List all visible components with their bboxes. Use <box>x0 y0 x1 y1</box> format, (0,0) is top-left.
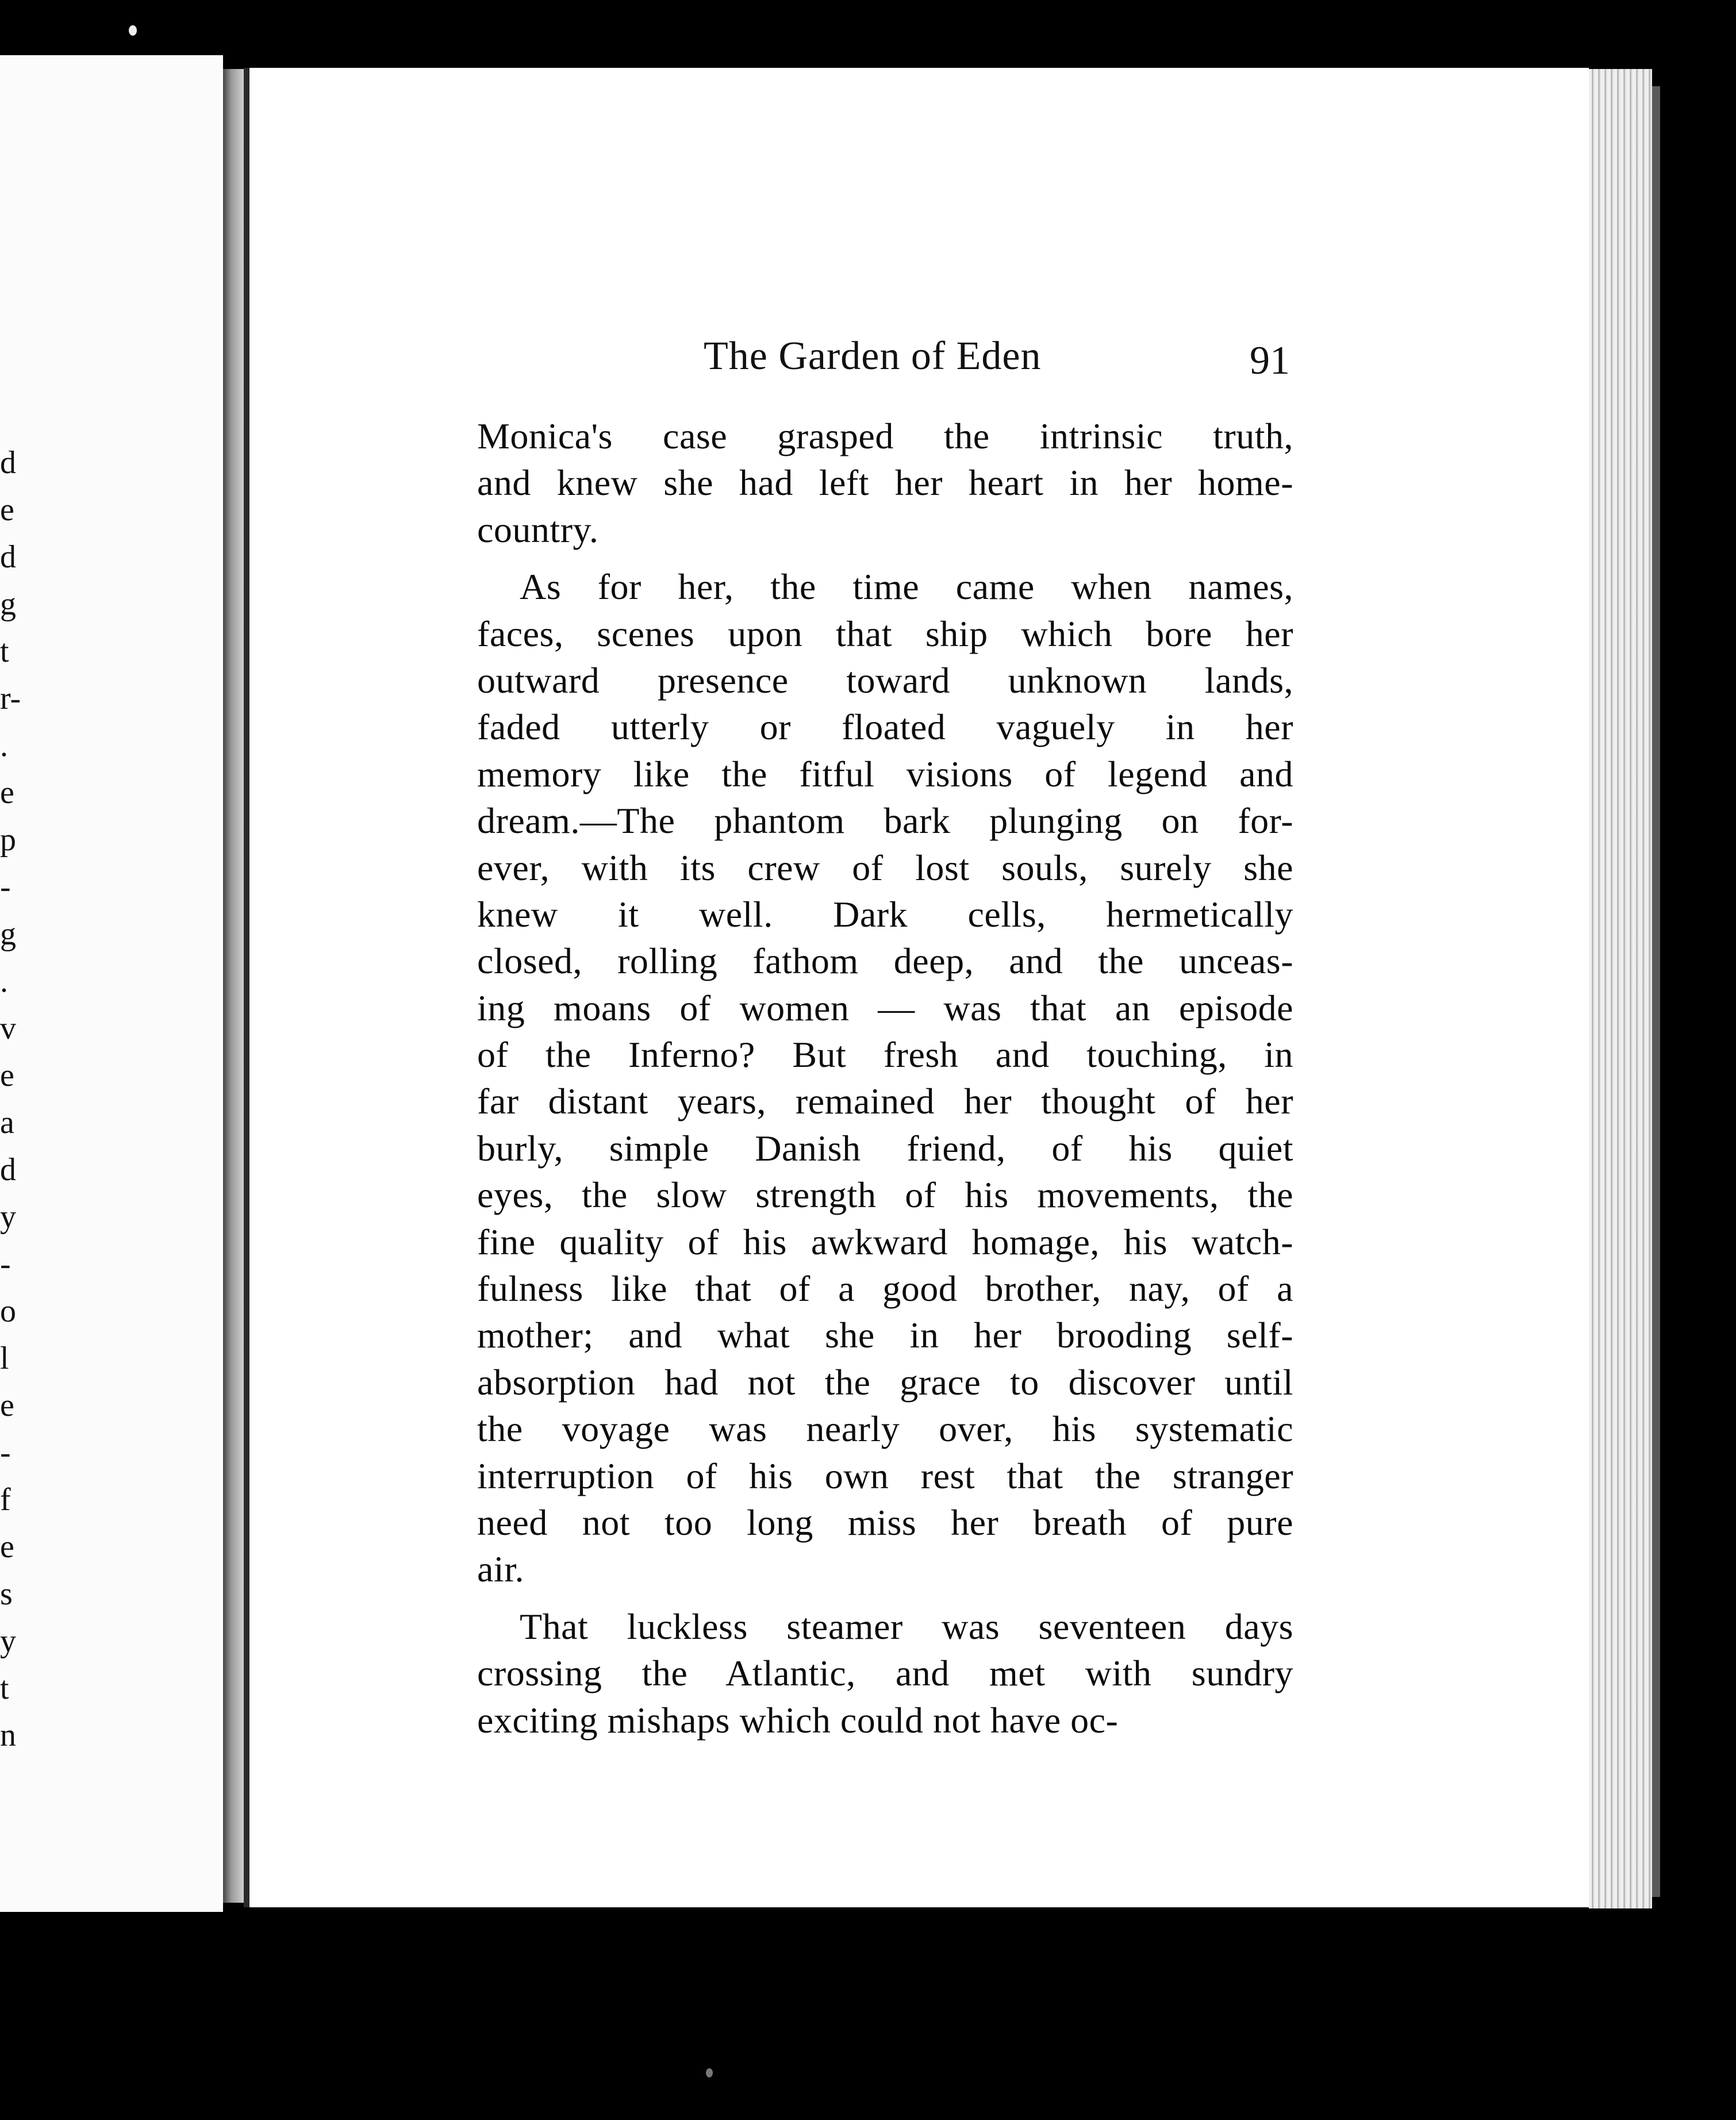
book-gutter <box>223 69 244 1903</box>
left-edge-char: t <box>0 633 9 669</box>
left-edge-char: . <box>0 963 8 999</box>
left-edge-char: - <box>0 1246 11 1282</box>
paragraph-gap <box>477 553 1293 563</box>
text-line: of the Inferno? But fresh and touching, in <box>477 1034 1293 1076</box>
text-line: knew it well. Dark cells, hermetically <box>477 893 1293 935</box>
left-edge-char: e <box>0 1058 14 1093</box>
left-edge-char: t <box>0 1670 9 1706</box>
left-page <box>0 55 223 1912</box>
left-edge-char: y <box>0 1623 16 1659</box>
text-line: eyes, the slow strength of his movements, the <box>477 1174 1293 1216</box>
left-edge-char: - <box>0 1435 11 1470</box>
left-edge-char: e <box>0 775 14 811</box>
left-edge-char: e <box>0 492 14 528</box>
text-line: the voyage was nearly over, his systematic <box>477 1408 1293 1450</box>
running-title: The Garden of Eden <box>704 334 1042 378</box>
text-line: need not too long miss her breath of pure <box>477 1501 1293 1543</box>
left-edge-char: e <box>0 1529 14 1565</box>
left-page-edge-text <box>0 439 23 1759</box>
left-edge-char: l <box>0 1341 9 1376</box>
body-text <box>477 413 1293 1743</box>
left-edge-char: d <box>0 445 16 481</box>
text-line: mother; and what she in her brooding self- <box>477 1315 1293 1356</box>
text-line: absorption had not the grace to discover until <box>477 1361 1293 1403</box>
page-stack-shadow <box>1652 86 1660 1897</box>
left-edge-char: d <box>0 1152 16 1188</box>
scan-speck <box>129 25 137 36</box>
page-stack-edge <box>1589 69 1652 1908</box>
paragraph <box>477 563 1293 1593</box>
left-edge-char: f <box>0 1482 11 1518</box>
left-edge-char: o <box>0 1293 16 1329</box>
text-line: That luckless steamer was seventeen days <box>520 1606 1293 1647</box>
text-line: far distant years, remained her thought of her <box>477 1081 1293 1122</box>
left-edge-char: y <box>0 1199 16 1235</box>
text-line: fulness like that of a good brother, nay, of a <box>477 1268 1293 1309</box>
text-line: and knew she had left her heart in her home- <box>477 462 1293 504</box>
text-line: air. <box>477 1549 524 1590</box>
left-edge-char: e <box>0 1388 14 1423</box>
left-edge-char: p <box>0 822 16 858</box>
left-edge-char: s <box>0 1576 13 1612</box>
scan-speck <box>706 2068 713 2077</box>
paragraph-gap <box>477 1593 1293 1603</box>
text-line: ever, with its crew of lost souls, surely she <box>477 847 1293 888</box>
text-line: country. <box>477 509 599 550</box>
text-line: fine quality of his awkward homage, his watch- <box>477 1221 1293 1262</box>
text-line: interruption of his own rest that the stranger <box>477 1455 1293 1496</box>
text-line: memory like the fitful visions of legend and <box>477 753 1293 794</box>
left-edge-char: d <box>0 539 16 575</box>
text-line: faces, scenes upon that ship which bore her <box>477 613 1293 654</box>
paragraph <box>477 1603 1293 1743</box>
text-line: ing moans of women — was that an episode <box>477 987 1293 1028</box>
text-line: burly, simple Danish friend, of his quiet <box>477 1127 1293 1169</box>
text-line: dream.—The phantom bark plunging on for- <box>477 800 1293 842</box>
left-edge-char: v <box>0 1011 16 1046</box>
page-number: 91 <box>1250 339 1290 383</box>
text-line: faded utterly or floated vaguely in her <box>477 706 1293 748</box>
text-line: closed, rolling fathom deep, and the unceas- <box>477 940 1293 982</box>
text-line: As for her, the time came when names, <box>520 566 1293 608</box>
left-edge-char: g <box>0 916 16 952</box>
left-edge-char: - <box>0 869 11 905</box>
paragraph <box>477 413 1293 553</box>
left-edge-char: a <box>0 1105 14 1140</box>
text-line: Monica's case grasped the intrinsic truth, <box>477 416 1293 456</box>
text-line: exciting mishaps which could not have oc- <box>477 1699 1119 1741</box>
left-edge-char: . <box>0 728 8 763</box>
left-edge-char: r- <box>0 681 21 716</box>
text-line: outward presence toward unknown lands, <box>477 659 1293 701</box>
left-edge-char: n <box>0 1718 16 1753</box>
running-head <box>704 333 1290 385</box>
text-line: crossing the Atlantic, and met with sundry <box>477 1653 1293 1694</box>
left-edge-char: g <box>0 586 16 622</box>
